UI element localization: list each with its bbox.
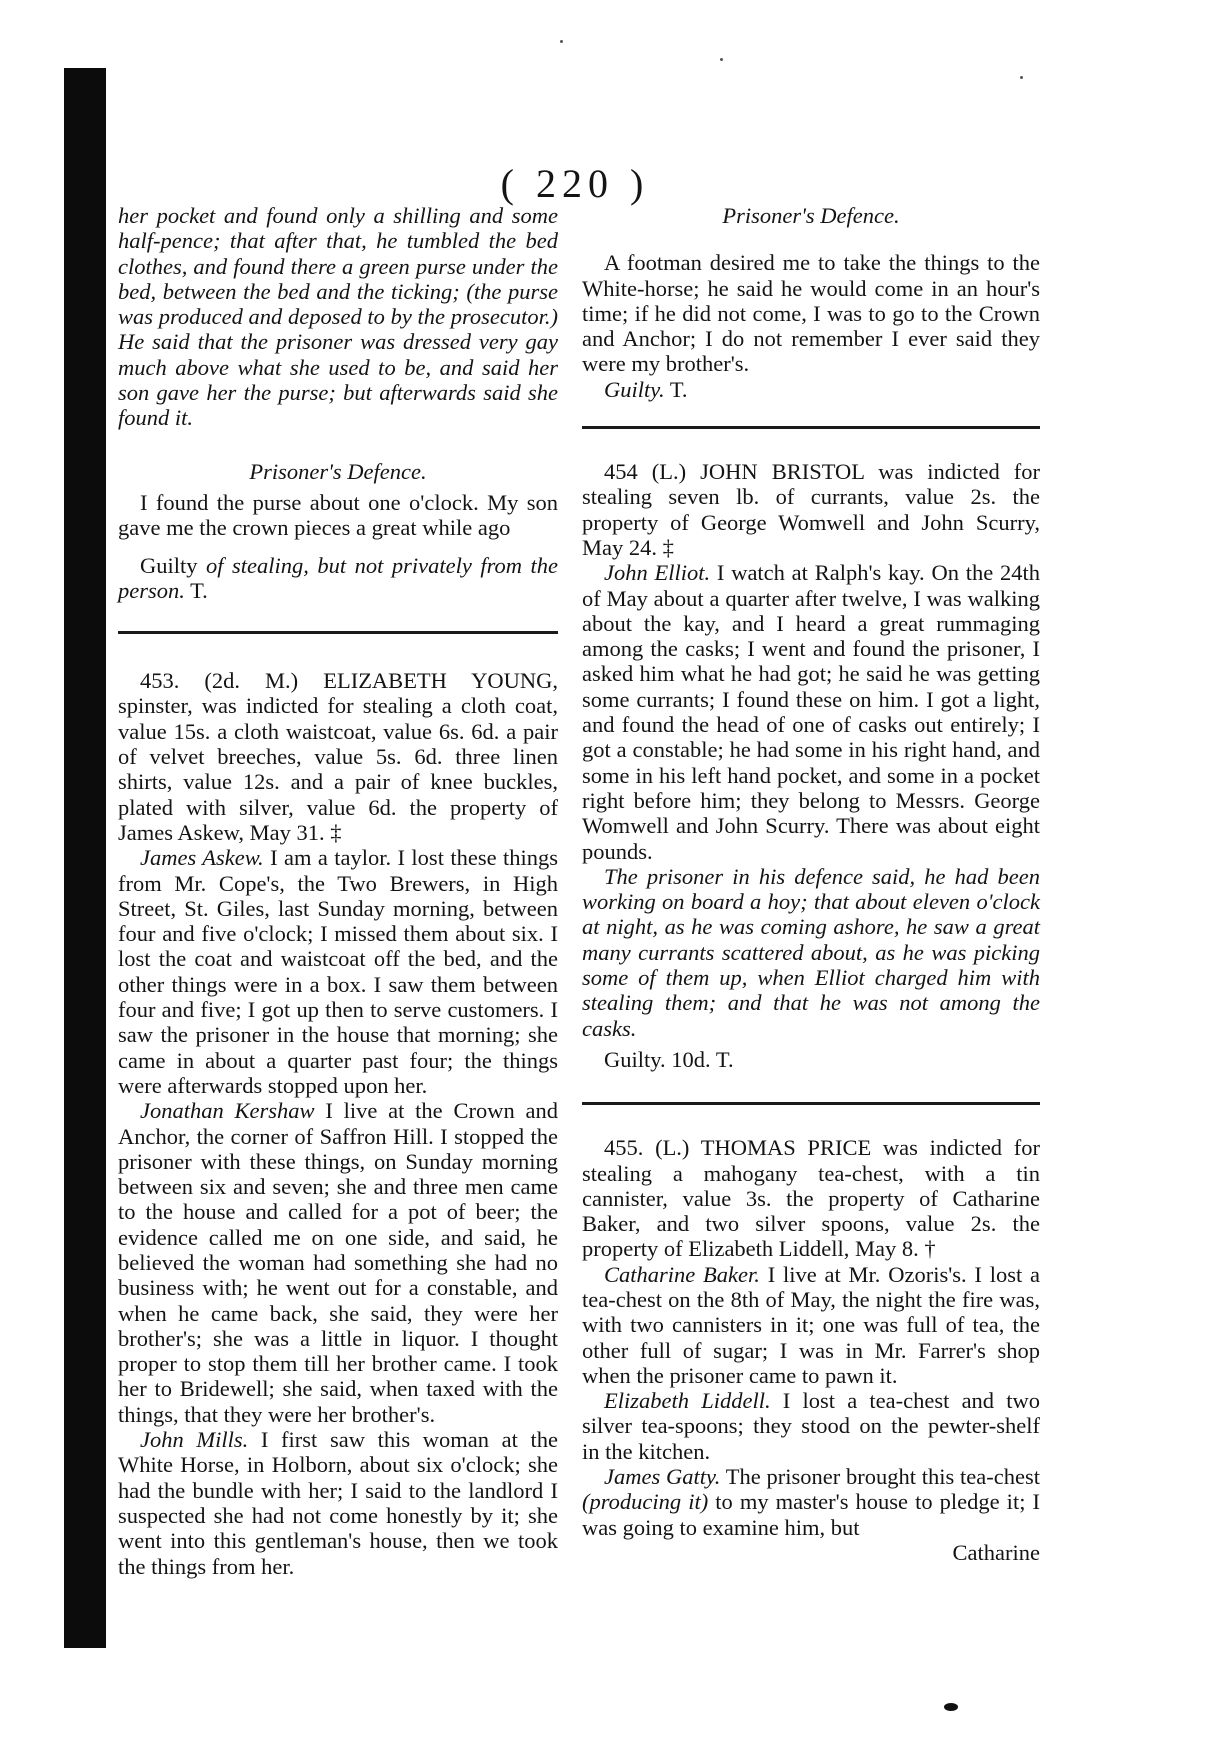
verdict: Guilty. T. — [604, 376, 688, 402]
page-number: ( 220 ) — [500, 161, 650, 206]
witness-askew: James Askew. I am a taylor. I lost these things from Mr. Cope's, the Two Brewers, in High Street, St. Giles, last Sunday morning, between four and five o'clock; I missed them about six. I lost the coat and waistcoat off the bed, and the other things were in a box. I saw them between four and five; I got up then to serve customers. I saw the prisoner in the house that morning; she came in about a quarter past four; the things were afterwards stopped upon her. — [118, 845, 558, 1098]
case-455-indictment: 455. (L.) THOMAS PRICE was indicted for stealing a mahogany tea-chest, with a tin cannister, value 3s. the property of Catharine Baker, and two silver spoons, value 2s. the property of Elizabeth Liddell, May 8. † — [582, 1135, 1040, 1262]
prisoner-defence-text: A footman desired me to take the things to the White-horse; he said he would come in an hour's time; if he did not come, I was to go to the Crown and Anchor; I do not remember I ever said they were my brother's. — [582, 250, 1040, 377]
witness-kershaw: Jonathan Kershaw I live at the Crown and Anchor, the corner of Saffron Hill. I stopped the prisoner with these things, on Sunday morning between six and seven; she and three men came to the house and called for a pot of beer; the evidence called me on one side, and said, he believed the woman had something she had no business with; he went out for a constable, and when he came back, she said, they were her brother's; she was a little in liquor. I thought proper to stop them till her brother came. I took her to Bridewell; she said, when taxed with the things, that they were her brother's. — [118, 1098, 558, 1427]
scan-speck — [720, 58, 723, 61]
left-column — [118, 203, 558, 1579]
witness-baker: Catharine Baker. I live at Mr. Ozoris's. I lost a tea-chest on the 8th of May, the night the fire was, with two cannisters in it; one was full of tea, the other full of sugar; I was in Mr. Farrer's shop when the prisoner came to pawn it. — [582, 1261, 1041, 1388]
section-divider — [582, 426, 1040, 429]
case-454-indictment: 454 (L.) JOHN BRISTOL was indicted for stealing seven lb. of currants, value 2s. the property of George Womwell and John Scurry, May 24. ‡ — [582, 459, 1040, 560]
testimony-continuation: her pocket and found only a shilling and some half-pence; that after that, he tumbled the bed clothes, and found there a green purse under the bed, between the bed and the ticking; (the purse was produced and deposed to by the prosecutor.) He said that the prisoner was dressed very gay much above what she used to be, and said her son gave her the purse; but afterwards said she found it. — [118, 203, 558, 431]
right-column — [582, 203, 1040, 1565]
scan-speck — [560, 40, 563, 43]
witness-elliot: John Elliot. I watch at Ralph's kay. On the 24th of May about a quarter after twelve, I was walking about the kay, and I heard a great rummaging among the casks; I went and found the prisoner, I asked him what he had got; he said he was getting some currants; I found these on him. I got a light, and found the head of one of casks out entirely; I got a constable; he had some in his right hand, and some in his left hand pocket, and some in a pocket right before him; they belong to Messrs. George Womwell and John Scurry. There was about eight pounds. — [582, 560, 1040, 864]
bristol-defence-summary: The prisoner in his defence said, he had been working on board a hoy; that about eleven o'clock at night, as he was coming ashore, he saw a great many currants scattered about, as he was picking some of them up, when Elliot charged him with stealing them; and that he was not among the casks. — [582, 863, 1040, 1041]
prisoner-defence-text: I found the purse about one o'clock. My son gave me the crown pieces a great while ago — [118, 489, 558, 541]
ink-blot — [944, 1703, 958, 1711]
section-divider — [118, 631, 558, 634]
section-heading-prisoners-defence: Prisoner's Defence. — [249, 458, 427, 484]
verdict: Guilty of stealing, but not privately from the person. T. — [118, 552, 558, 603]
scan-binding-shadow — [64, 68, 106, 1648]
witness-liddell: Elizabeth Liddell. I lost a tea-chest and two silver tea-spoons; they stood on the pewter-shelf in the kitchen. — [582, 1388, 1041, 1464]
catchword: Catharine — [952, 1539, 1040, 1565]
verdict: Guilty. 10d. T. — [604, 1046, 734, 1072]
scan-speck — [1020, 76, 1023, 79]
section-divider — [582, 1102, 1040, 1105]
witness-gatty: James Gatty. The prisoner brought this tea-chest (producing it) to my master's house to pledge it; I was going to examine him, but — [582, 1464, 1040, 1540]
section-heading-prisoners-defence: Prisoner's Defence. — [722, 203, 900, 228]
case-453-indictment: 453. (2d. M.) ELIZABETH YOUNG, spinster, was indicted for stealing a cloth coat, value 15s. a cloth waistcoat, value 6s. 6d. a pair of velvet breeches, value 5s. 6d. three linen shirts, value 12s. and a pair of knee buckles, plated with silver, value 6d. the property of James Askew, May 31. ‡ — [118, 668, 558, 845]
witness-mills: John Mills. I first saw this woman at the White Horse, in Holborn, about six o'clock; she had the bundle with her; I said to the landlord I suspected she had not come honestly by it; she went into this gentleman's house, then we took the things from her. — [118, 1427, 558, 1579]
